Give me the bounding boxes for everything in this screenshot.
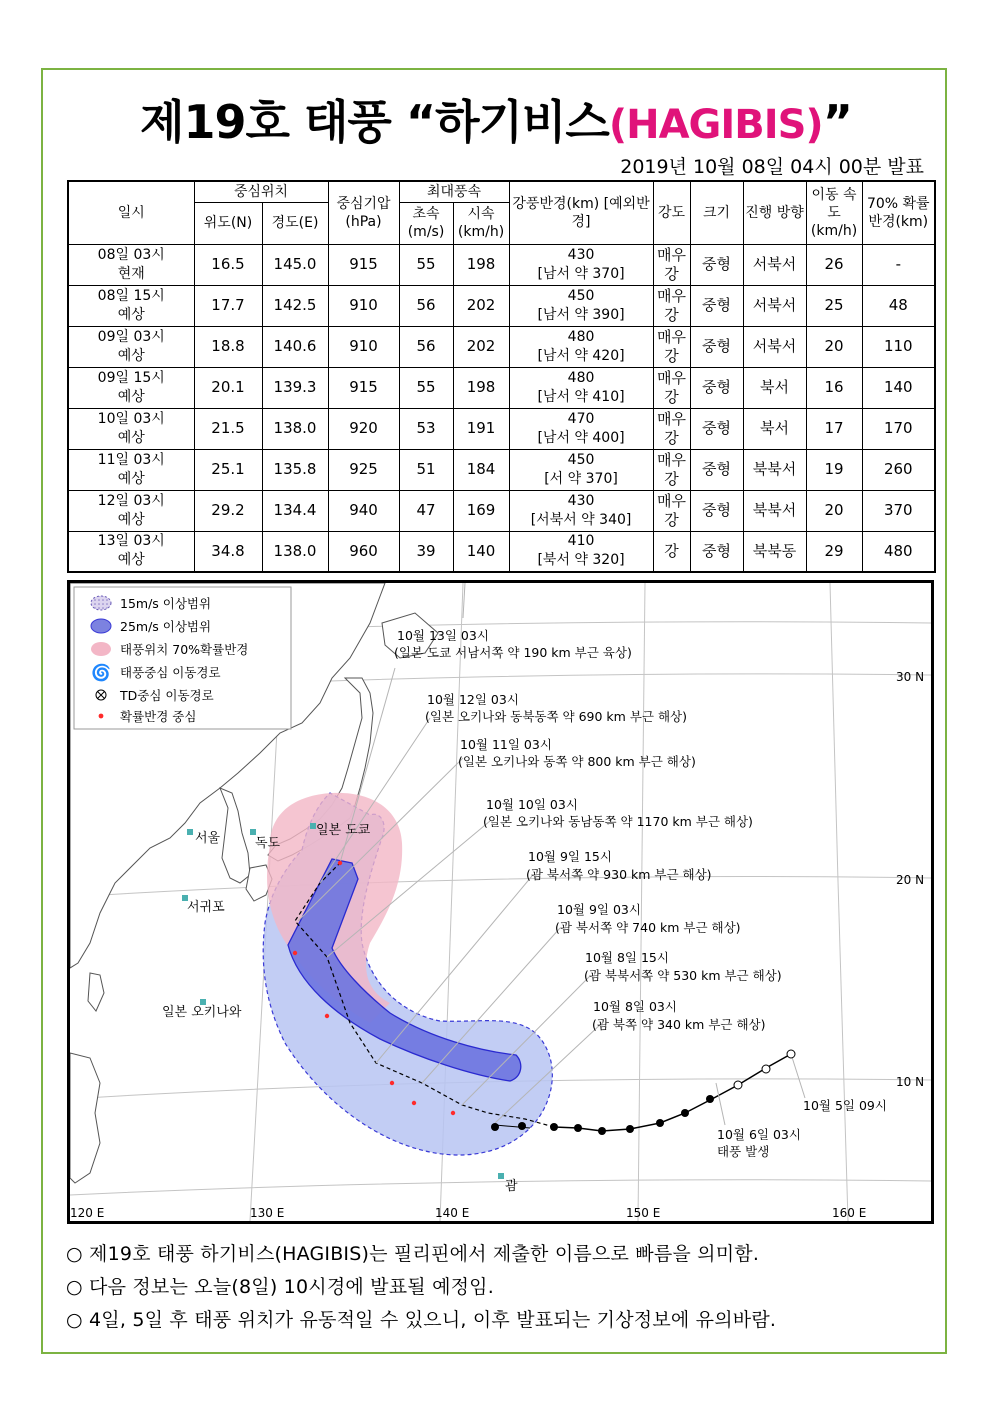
cell-radius-exception: [남서 약 420] [537,347,625,364]
cell-longitude: 145.0 [262,244,328,285]
header-pressure: 중심기압 (hPa) [328,181,399,244]
cell-radius-value: 450 [567,287,595,304]
legend-prob-center: 확률반경 중심 [120,709,197,724]
cell-radius-value: 480 [567,328,595,345]
cell-size: 중형 [690,367,743,408]
legend-15ms: 15m/s 이상범위 [120,596,212,611]
cell-time [68,367,194,408]
cell-direction: 북서 [743,367,806,408]
cell-move-speed: 29 [806,531,862,572]
typhoon-symbol-icon [706,1095,714,1103]
cell-time-date: 09일 03시 [97,328,165,345]
cell-wind-radius [509,244,653,285]
header-move-speed: 이동 속도 (km/h) [806,181,862,244]
cell-latitude: 20.1 [194,367,262,408]
lon-label-150e: 150 E [626,1206,661,1220]
place-seogwipo: 서귀포 [187,900,225,915]
lon-label-140e: 140 E [435,1206,470,1220]
cell-wind-kmh: 140 [453,531,509,572]
cell-time-date: 13일 03시 [97,533,165,550]
cell-time [68,449,194,490]
note-3: ○ 4일, 5일 후 태풍 위치가 유동적일 수 있으니, 이후 발표되는 기상정보에 유의바람. [66,1309,777,1331]
lon-label-130e: 130 E [250,1206,285,1220]
annot-10-desc: (일본 오키나와 동남동쪽 약 1170 km 부근 해상) [483,814,753,829]
track-map-svg [70,583,931,1221]
cell-pressure: 915 [328,244,399,285]
cell-radius-value: 470 [567,410,595,427]
typhoon-symbol-icon [598,1127,606,1135]
legend-70pct-swatch [91,642,111,656]
cell-radius-exception: [남서 약 370] [537,265,625,282]
annot-915-desc: (괌 북서쪽 약 930 km 부근 해상) [526,867,712,882]
cell-pressure: 925 [328,449,399,490]
cell-wind-kmh: 198 [453,367,509,408]
annot-13-desc: (일본 도쿄 서남서쪽 약 190 km 부근 육상) [394,645,632,660]
cell-time [68,244,194,285]
cell-wind-kmh: 191 [453,408,509,449]
cell-radius-exception: [남서 약 390] [537,306,625,323]
cell-prob-radius: 370 [862,490,935,531]
cell-radius-value: 430 [567,492,595,509]
cell-intensity: 매우강 [653,449,690,490]
cell-latitude: 29.2 [194,490,262,531]
cell-time [68,326,194,367]
cell-direction: 서북서 [743,244,806,285]
header-time: 일시 [68,181,194,244]
cell-longitude: 140.6 [262,326,328,367]
cell-time-status: 예상 [117,347,145,364]
note-2: ○ 다음 정보는 오늘(8일) 10시경에 발표될 예정임. [66,1276,494,1298]
cell-direction: 서북서 [743,285,806,326]
td-symbol-icon [734,1081,742,1089]
header-center-position: 중심위치 [194,181,328,202]
header-wind-ms: 초속 (m/s) [399,202,453,244]
cell-intensity: 매우강 [653,244,690,285]
typhoon-symbol-icon [491,1123,499,1131]
cell-longitude: 135.8 [262,449,328,490]
legend-track: 태풍중심 이동경로 [120,665,221,680]
cell-radius-value: 450 [567,451,595,468]
typhoon-symbol-icon [626,1125,634,1133]
place-seoul: 서울 [195,831,221,846]
header-intensity: 강도 [653,181,690,244]
cell-pressure: 915 [328,367,399,408]
cell-prob-radius: 260 [862,449,935,490]
cell-intensity: 매우강 [653,326,690,367]
cell-wind-ms: 56 [399,326,453,367]
cell-wind-ms: 51 [399,449,453,490]
header-wind-radius: 강풍반경(km) [예외반경] [509,181,653,244]
cell-prob-radius: - [862,244,935,285]
table-row [68,531,935,572]
annot-803-date: 10월 8일 03시 [593,999,677,1014]
typhoon-symbol-icon [681,1109,689,1117]
table-row [68,449,935,490]
annot-11-desc: (일본 오키나와 동쪽 약 800 km 부근 해상) [458,754,696,769]
place-okinawa: 일본 오키나와 [162,1005,242,1020]
cell-time-status: 예상 [117,306,145,323]
title-quote-end: ” [822,95,852,149]
cell-latitude: 16.5 [194,244,262,285]
cell-wind-ms: 47 [399,490,453,531]
header-prob-radius: 70% 확률 반경(km) [862,181,935,244]
forecast-table [67,180,936,573]
cell-wind-ms: 55 [399,367,453,408]
cell-wind-ms: 55 [399,244,453,285]
header-size: 크기 [690,181,743,244]
cell-time-date: 12일 03시 [97,492,165,509]
cell-direction: 북북동 [743,531,806,572]
place-guam: 괌 [505,1179,518,1194]
cell-wind-radius [509,408,653,449]
annot-915-date: 10월 9일 15시 [528,849,612,864]
cell-latitude: 18.8 [194,326,262,367]
annot-815-desc: (괌 북북서쪽 약 530 km 부근 해상) [584,968,782,983]
cell-prob-radius: 170 [862,408,935,449]
lon-label-160e: 160 E [832,1206,867,1220]
annot-5-date: 10월 5일 09시 [803,1098,887,1113]
header-max-wind: 최대풍속 [399,181,509,202]
cell-prob-radius: 110 [862,326,935,367]
cell-radius-exception: [북서 약 320] [537,552,625,569]
cell-move-speed: 20 [806,326,862,367]
annot-12-date: 10월 12일 03시 [427,692,519,707]
cell-radius-value: 480 [567,369,595,386]
cell-wind-radius [509,326,653,367]
cell-size: 중형 [690,244,743,285]
cell-direction: 북서 [743,408,806,449]
cell-move-speed: 20 [806,490,862,531]
cell-wind-radius [509,449,653,490]
table-row [68,326,935,367]
cell-latitude: 34.8 [194,531,262,572]
typhoon-symbol-icon [550,1123,558,1131]
place-tokyo: 일본 도쿄 [316,823,371,838]
cell-size: 중형 [690,285,743,326]
td-symbol-icon [787,1050,795,1058]
issued-datetime: 2019년 10월 08일 04시 00분 발표 [620,156,924,178]
table-row [68,367,935,408]
annot-6-date: 10월 6일 03시 [717,1127,801,1142]
cell-time-status: 예상 [117,552,145,569]
cell-intensity: 매우강 [653,367,690,408]
cell-intensity: 강 [653,531,690,572]
cell-time-date: 08일 15시 [97,287,165,304]
table-row [68,285,935,326]
cell-latitude: 21.5 [194,408,262,449]
cell-prob-radius: 48 [862,285,935,326]
cell-size: 중형 [690,408,743,449]
cell-pressure: 920 [328,408,399,449]
cell-prob-radius: 140 [862,367,935,408]
cell-wind-kmh: 184 [453,449,509,490]
cell-wind-ms: 56 [399,285,453,326]
header-wind-kmh: 시속 (km/h) [453,202,509,244]
cell-move-speed: 26 [806,244,862,285]
cell-wind-radius [509,531,653,572]
annot-10-date: 10월 10일 03시 [486,797,578,812]
cell-longitude: 142.5 [262,285,328,326]
td-symbol-icon [762,1065,770,1073]
cell-wind-kmh: 202 [453,326,509,367]
cell-longitude: 138.0 [262,408,328,449]
typhoon-symbol-icon: 🌀 [91,663,111,682]
prob-center-dot-icon [99,714,104,719]
cell-time-date: 09일 15시 [97,369,165,386]
cell-time-status: 예상 [117,388,145,405]
cell-pressure: 960 [328,531,399,572]
lat-label-20n: 20 N [896,873,925,887]
cell-intensity: 매우강 [653,285,690,326]
cell-time-status: 현재 [117,265,145,282]
cell-intensity: 매우강 [653,408,690,449]
annot-903-date: 10월 9일 03시 [557,902,641,917]
cell-wind-ms: 53 [399,408,453,449]
cell-intensity: 매우강 [653,490,690,531]
annot-903-desc: (괌 북서쪽 약 740 km 부근 해상) [555,920,741,935]
cell-pressure: 940 [328,490,399,531]
typhoon-symbol-icon [574,1124,582,1132]
cell-radius-value: 410 [567,533,595,550]
cell-size: 중형 [690,531,743,572]
cell-wind-kmh: 202 [453,285,509,326]
annot-803-desc: (괌 북쪽 약 340 km 부근 해상) [592,1017,766,1032]
cell-time-status: 예상 [117,511,145,528]
cell-time [68,408,194,449]
annot-11-date: 10월 11일 03시 [460,737,552,752]
cell-time-date: 10일 03시 [97,410,165,427]
cell-wind-kmh: 169 [453,490,509,531]
cell-time-date: 08일 03시 [97,246,165,263]
legend-70pct: 태풍위치 70%확률반경 [120,642,249,657]
cell-time-status: 예상 [117,470,145,487]
cell-time [68,285,194,326]
header-longitude: 경도(E) [262,202,328,244]
notes [66,1238,936,1337]
typhoon-symbol-icon [656,1119,664,1127]
cell-radius-exception: [남서 약 410] [537,388,625,405]
header-latitude: 위도(N) [194,202,262,244]
td-symbol-icon [96,690,106,700]
cell-wind-radius [509,367,653,408]
note-1: ○ 제19호 태풍 하기비스(HAGIBIS)는 필리핀에서 제출한 이름으로 빠름을 의미함. [66,1243,760,1265]
cell-longitude: 134.4 [262,490,328,531]
cell-pressure: 910 [328,326,399,367]
cell-move-speed: 17 [806,408,862,449]
annot-13-date: 10월 13일 03시 [397,628,489,643]
cell-radius-exception: [서 약 370] [544,470,618,487]
cell-latitude: 17.7 [194,285,262,326]
lat-label-10n: 10 N [896,1075,925,1089]
cell-radius-exception: [남서 약 400] [537,429,625,446]
cell-direction: 북북서 [743,490,806,531]
cell-latitude: 25.1 [194,449,262,490]
cell-wind-ms: 39 [399,531,453,572]
cell-longitude: 139.3 [262,367,328,408]
legend-25ms-swatch [91,619,111,633]
cell-move-speed: 19 [806,449,862,490]
lon-label-120e: 120 E [70,1206,105,1220]
cell-size: 중형 [690,490,743,531]
cell-radius-value: 430 [567,246,595,263]
annot-6-desc: 태풍 발생 [717,1144,770,1159]
cell-size: 중형 [690,326,743,367]
cell-time-date: 11일 03시 [97,451,165,468]
map-legend [74,587,291,729]
lat-label-30n: 30 N [896,670,925,684]
cell-size: 중형 [690,449,743,490]
cell-time [68,531,194,572]
cell-longitude: 138.0 [262,531,328,572]
cell-time [68,490,194,531]
typhoon-track-map [67,580,934,1224]
legend-td: TD중심 이동경로 [120,688,214,703]
table-row [68,244,935,285]
legend-15ms-swatch [91,596,111,610]
cell-direction: 북북서 [743,449,806,490]
table-row [68,490,935,531]
cell-radius-exception: [서북서 약 340] [530,511,632,528]
table-row [68,408,935,449]
cell-prob-radius: 480 [862,531,935,572]
cell-wind-radius [509,285,653,326]
cell-move-speed: 25 [806,285,862,326]
cell-direction: 서북서 [743,326,806,367]
cell-wind-kmh: 198 [453,244,509,285]
legend-25ms: 25m/s 이상범위 [120,619,212,634]
title-main: 제19호 태풍 “하기비스 [140,95,609,149]
cell-move-speed: 16 [806,367,862,408]
title-english-name: (HAGIBIS) [608,102,823,148]
annot-12-desc: (일본 오키나와 동북동쪽 약 690 km 부근 해상) [425,709,687,724]
cell-pressure: 910 [328,285,399,326]
annot-815-date: 10월 8일 15시 [585,950,669,965]
cell-wind-radius [509,490,653,531]
typhoon-symbol-icon [518,1122,526,1130]
cell-time-status: 예상 [117,429,145,446]
page-title [0,86,992,152]
header-direction: 진행 방향 [743,181,806,244]
place-dokdo: 독도 [255,836,281,851]
